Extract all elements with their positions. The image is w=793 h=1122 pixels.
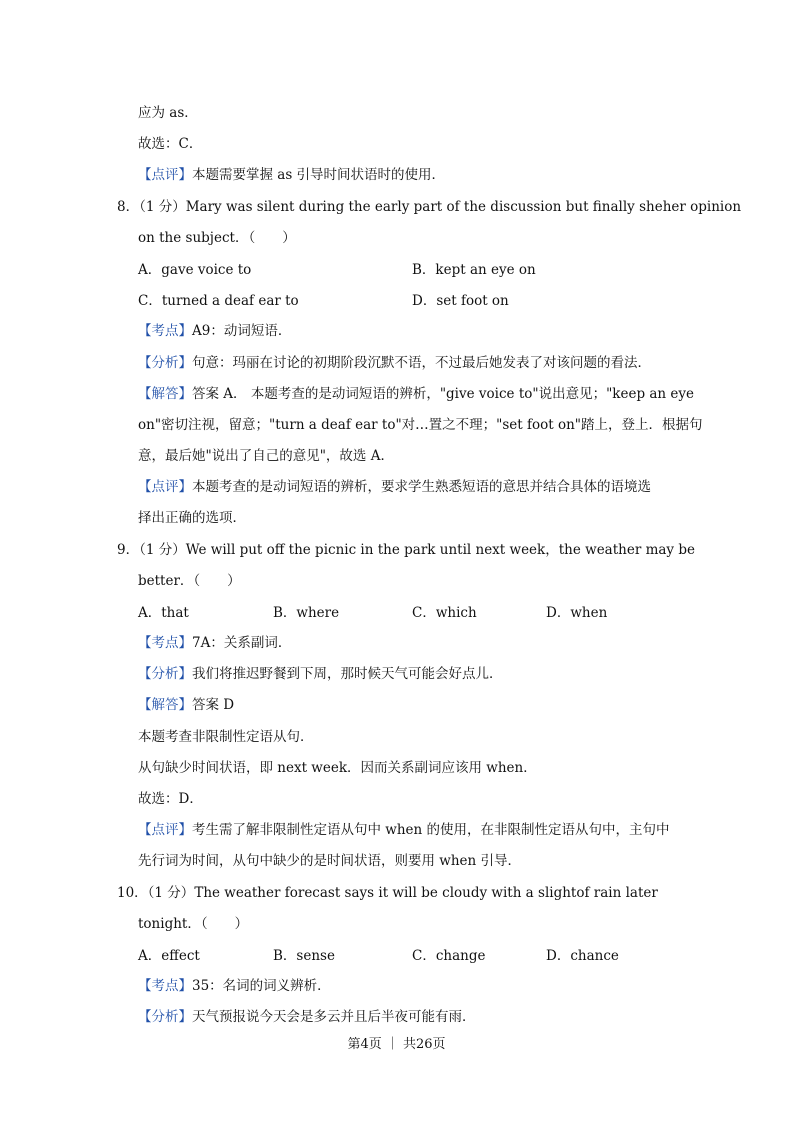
section-tag: 【考点】 bbox=[138, 323, 192, 339]
section-text: 天气预报说今天会是多云并且后半夜可能有雨． bbox=[192, 1009, 476, 1025]
question-text: Mary was silent during the early part of the discussion but finally she bbox=[185, 199, 663, 215]
text-line: 应为 as． bbox=[138, 105, 198, 121]
text-line: 从句缺少时间状语，即 next week．因而关系副词应该用 when． bbox=[138, 760, 537, 776]
fenxi-line bbox=[138, 354, 651, 372]
section-tag: 【分析】 bbox=[138, 666, 192, 682]
section-tag: 【分析】 bbox=[138, 355, 192, 371]
section-tag: 【点评】 bbox=[138, 822, 192, 838]
option-c: C．change bbox=[412, 948, 486, 964]
option-b: B．kept an eye on bbox=[412, 262, 536, 278]
comment-line bbox=[138, 821, 670, 839]
question-number: 8．（1 分） bbox=[117, 199, 186, 215]
section-tag: 【考点】 bbox=[138, 635, 192, 651]
section-tag: 【分析】 bbox=[138, 1009, 192, 1025]
section-text: A9：动词短语． bbox=[192, 323, 292, 339]
option-d: D．when bbox=[546, 605, 608, 621]
text-line: 先行词为时间，从句中缺少的是时间状语，则要用 when 引导． bbox=[138, 853, 522, 869]
kaodian-line bbox=[138, 322, 291, 340]
kaodian-line bbox=[138, 634, 291, 652]
question-stem bbox=[117, 541, 695, 559]
section-text: 答案 D bbox=[192, 697, 235, 713]
section-text: 考生需了解非限制性定语从句中 when 的使用，在非限制性定语从句中，主句中 bbox=[192, 822, 670, 838]
comment-line bbox=[138, 478, 651, 496]
section-tag: 【解答】 bbox=[138, 697, 192, 713]
option-d: D．chance bbox=[546, 948, 619, 964]
section-text: 答案 A． 本题考查的是动词短语的辨析，"give voice to"说出意见；"keep an eye bbox=[192, 386, 695, 402]
option-b: B．sense bbox=[273, 948, 335, 964]
text-line: 意，最后她"说出了自己的意见"，故选 A． bbox=[138, 448, 394, 464]
section-text: 本题考查的是动词短语的辨析，要求学生熟悉短语的意思并结合具体的语境选 bbox=[192, 479, 651, 495]
comment-line bbox=[138, 166, 445, 184]
question-text: her opinion bbox=[662, 199, 742, 215]
section-text: 本题需要掌握 as 引导时间状语时的使用． bbox=[192, 167, 446, 183]
text-line: 故选：C． bbox=[138, 136, 203, 152]
kaodian-line bbox=[138, 977, 331, 995]
section-tag: 【点评】 bbox=[138, 167, 192, 183]
text-line: 本题考查非限制性定语从句． bbox=[138, 729, 314, 745]
text-line: 故选：D． bbox=[138, 791, 203, 807]
question-text: better．（ ） bbox=[138, 573, 241, 589]
section-text: 句意：玛丽在讨论的初期阶段沉默不语，不过最后她发表了对该问题的看法． bbox=[192, 355, 651, 371]
question-text: The weather forecast says it will be cloudy with a slight bbox=[194, 885, 577, 901]
section-text: 35：名词的词义辨析． bbox=[192, 978, 331, 994]
section-text: 我们将推迟野餐到下周，那时候天气可能会好点儿． bbox=[192, 666, 503, 682]
option-c: C．which bbox=[412, 605, 477, 621]
option-c: C．turned a deaf ear to bbox=[138, 293, 299, 309]
section-text: 7A：关系副词． bbox=[192, 635, 292, 651]
question-stem bbox=[117, 884, 658, 902]
question-stem bbox=[117, 198, 742, 216]
fenxi-line bbox=[138, 1008, 476, 1026]
question-text: of rain later bbox=[576, 885, 658, 901]
option-d: D．set foot on bbox=[412, 293, 509, 309]
option-a: A．gave voice to bbox=[138, 262, 252, 278]
jieda-line bbox=[138, 696, 234, 714]
section-tag: 【点评】 bbox=[138, 479, 192, 495]
question-text: We will put off the picnic in the park until next week， bbox=[185, 542, 559, 558]
fenxi-line bbox=[138, 665, 503, 683]
page-footer: 第4页 ｜ 共26页 bbox=[347, 1037, 446, 1052]
option-a: A．effect bbox=[138, 948, 200, 964]
text-line: 择出正确的选项． bbox=[138, 510, 246, 526]
section-tag: 【考点】 bbox=[138, 978, 192, 994]
option-b: B．where bbox=[273, 605, 340, 621]
question-number: 9．（1 分） bbox=[117, 542, 186, 558]
question-text: on the subject．（ ） bbox=[138, 230, 296, 246]
question-text: tonight．（ ） bbox=[138, 916, 249, 932]
text-line: on"密切注视，留意；"turn a deaf ear to"对…置之不理；"set foot on"踏上，登上．根据句 bbox=[138, 417, 703, 433]
jieda-line bbox=[138, 385, 694, 403]
question-text: the weather may be bbox=[558, 542, 695, 558]
question-number: 10．（1 分） bbox=[117, 885, 195, 901]
option-a: A．that bbox=[138, 605, 189, 621]
section-tag: 【解答】 bbox=[138, 386, 192, 402]
